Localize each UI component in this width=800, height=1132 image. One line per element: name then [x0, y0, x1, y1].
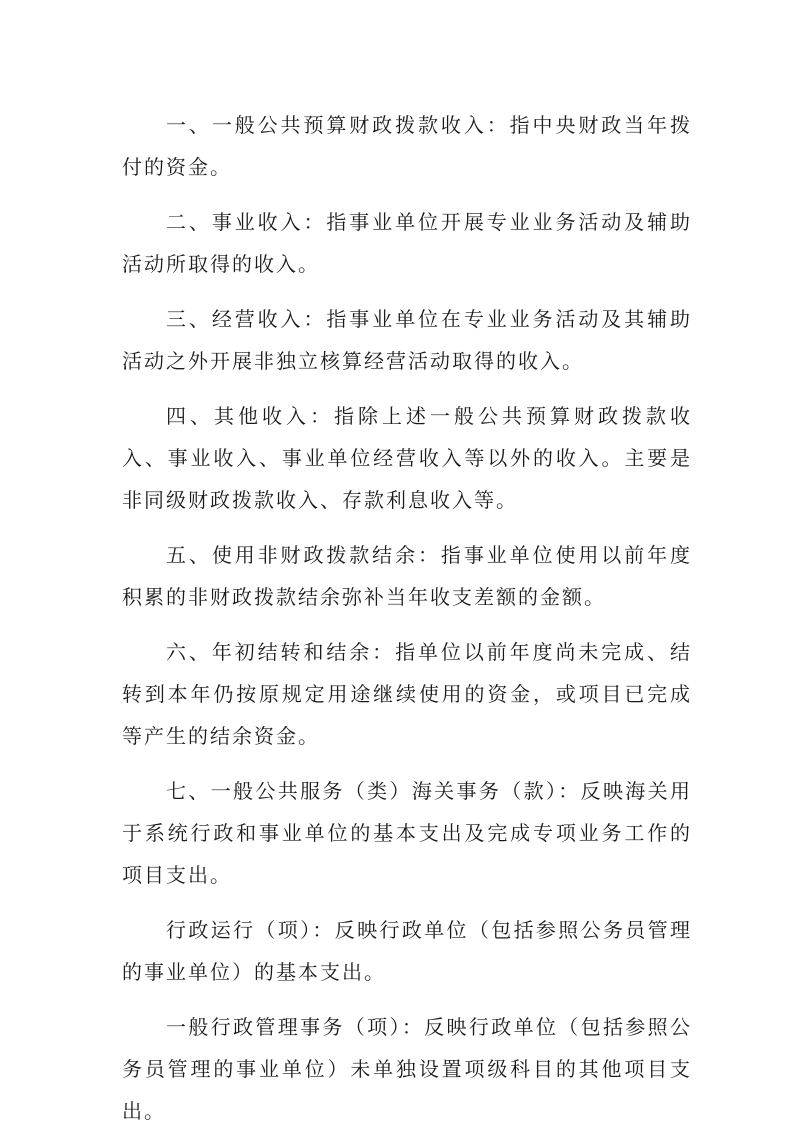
- paragraph-customs-affairs: 七、一般公共服务（类）海关事务（款）：反映海关用于系统行政和事业单位的基本支出及完成专项业务工作的 项目支出。: [122, 779, 692, 887]
- paragraph-carryover-surplus: 六、年初结转和结余：指单位以前年度尚未完成、结转到本年仍按原规定用途继续使用的资金，或项目已完成等产生的结余资金。: [122, 640, 692, 748]
- paragraph-general-admin-affairs: 一般行政管理事务（项）：反映行政单位（包括参照公务员管理的事业单位）未单独设置项级科目的其他项目支出。: [122, 1015, 692, 1123]
- paragraph-general-budget-income: 一、一般公共预算财政拨款收入：指中央财政当年拨付的资金。: [122, 113, 692, 179]
- paragraph-administrative-operation: 行政运行（项）：反映行政单位（包括参照公务员管理的事业单位）的基本支出。: [122, 918, 692, 984]
- paragraph-business-income: 二、事业收入：指事业单位开展专业业务活动及辅助活动所取得的收入。: [122, 210, 692, 276]
- paragraph-non-fiscal-surplus: 五、使用非财政拨款结余：指事业单位使用以前年度积累的非财政拨款结余弥补当年收支差额的金额。: [122, 543, 692, 609]
- paragraph-operating-income: 三、经营收入：指事业单位在专业业务活动及其辅助活动之外开展非独立核算经营活动取得的收入。: [122, 307, 692, 373]
- paragraph-other-income: 四、其他收入：指除上述一般公共预算财政拨款收入、事业收入、事业单位经营收入等以外的收入。主要是非同级财政拨款收入、存款利息收入等。: [122, 404, 692, 512]
